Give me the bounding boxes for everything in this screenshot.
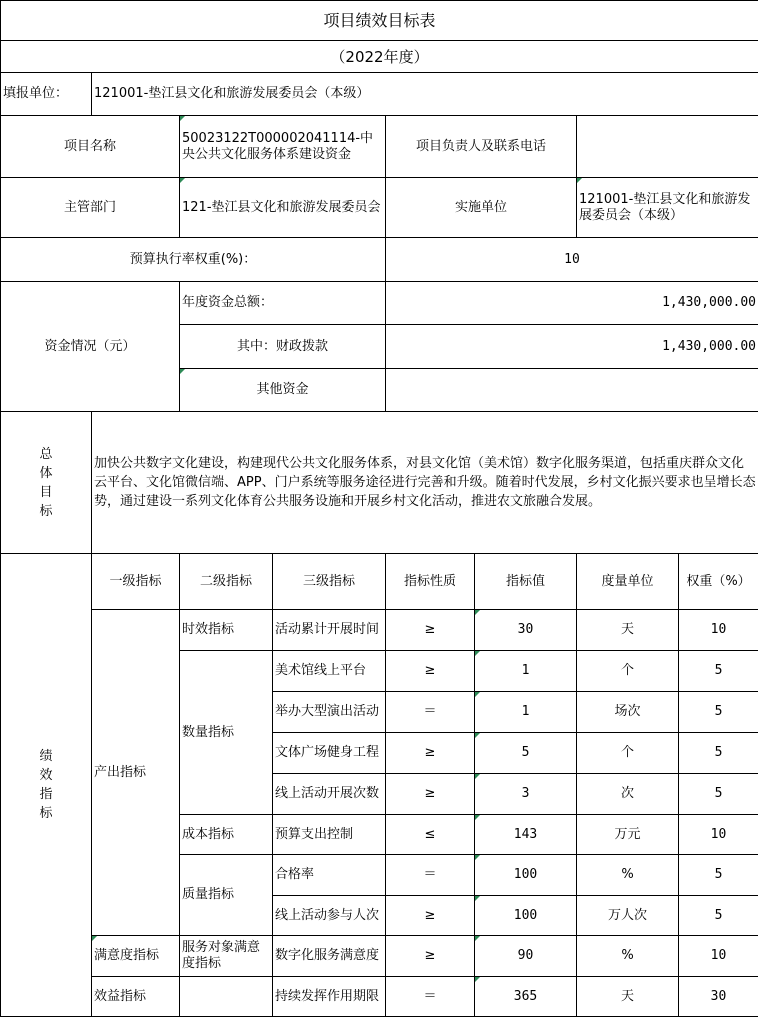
dept-value: 121-垫江县文化和旅游发展委员会 [180, 178, 386, 238]
level1-output: 产出指标 [92, 610, 180, 936]
level1-benefit: 效益指标 [92, 977, 180, 1017]
page-title: 项目绩效目标表 [1, 1, 758, 41]
indicator-op: ＝ [386, 977, 475, 1017]
indicator-unit: 个 [577, 733, 679, 774]
indicator-value: 100 [475, 896, 577, 936]
level2-time: 时效指标 [180, 610, 273, 651]
header-level1: 一级指标 [92, 554, 180, 610]
indicator-unit: 万人次 [577, 896, 679, 936]
indicator-value: 143 [475, 815, 577, 855]
indicators-label: 绩效指标 [1, 554, 92, 1017]
project-name-value: 50023122T000002041114-中央公共文化服务体系建设资金 [180, 116, 386, 178]
level2-service: 服务对象满意度指标 [180, 936, 273, 977]
indicator-op: ≥ [386, 896, 475, 936]
unit-value: 121001-垫江县文化和旅游发展委员会（本级） [92, 73, 758, 116]
level2-cost: 成本指标 [180, 815, 273, 855]
indicator-unit: 天 [577, 610, 679, 651]
unit-label: 填报单位： [1, 73, 92, 116]
indicator-value: 365 [475, 977, 577, 1017]
indicator-value: 30 [475, 610, 577, 651]
indicator-unit: 天 [577, 977, 679, 1017]
indicator-op: ≥ [386, 610, 475, 651]
level2-quantity: 数量指标 [180, 651, 273, 815]
indicator-weight: 5 [679, 855, 758, 896]
indicator-weight: 5 [679, 692, 758, 733]
indicator-value: 90 [475, 936, 577, 977]
table-row: 美术馆线上平台 [273, 651, 386, 692]
indicator-value: 1 [475, 692, 577, 733]
funds-total-value: 1,430,000.00 [386, 282, 758, 325]
indicator-weight: 10 [679, 815, 758, 855]
goal-label: 总体目标 [1, 412, 92, 554]
impl-value: 121001-垫江县文化和旅游发展委员会（本级） [577, 178, 758, 238]
header-nature: 指标性质 [386, 554, 475, 610]
funds-fiscal-value: 1,430,000.00 [386, 325, 758, 369]
year-label: （2022年度） [1, 41, 758, 73]
indicator-unit: % [577, 936, 679, 977]
table-row: 持续发挥作用期限 [273, 977, 386, 1017]
funds-other-label: 其他资金 [180, 369, 386, 412]
indicator-op: ≥ [386, 774, 475, 815]
funds-label: 资金情况（元） [1, 282, 180, 412]
header-level2: 二级指标 [180, 554, 273, 610]
level2-benefit [180, 977, 273, 1017]
table-row: 预算支出控制 [273, 815, 386, 855]
level1-satisfaction: 满意度指标 [92, 936, 180, 977]
indicator-weight: 5 [679, 896, 758, 936]
header-unit: 度量单位 [577, 554, 679, 610]
indicator-unit: % [577, 855, 679, 896]
header-weight: 权重（%） [679, 554, 758, 610]
indicator-unit: 次 [577, 774, 679, 815]
budget-weight-label: 预算执行率权重(%)： [1, 238, 386, 282]
table-row: 线上活动参与人次 [273, 896, 386, 936]
budget-weight-value: 10 [386, 238, 758, 282]
table-row: 举办大型演出活动 [273, 692, 386, 733]
header-level3: 三级指标 [273, 554, 386, 610]
indicator-unit: 个 [577, 651, 679, 692]
indicator-weight: 5 [679, 651, 758, 692]
funds-total-label: 年度资金总额： [180, 282, 386, 325]
indicator-unit: 万元 [577, 815, 679, 855]
indicator-op: ≥ [386, 733, 475, 774]
header-value: 指标值 [475, 554, 577, 610]
table-row: 合格率 [273, 855, 386, 896]
indicator-value: 3 [475, 774, 577, 815]
project-name-label: 项目名称 [1, 116, 180, 178]
indicator-weight: 30 [679, 977, 758, 1017]
funds-other-value [386, 369, 758, 412]
contact-label: 项目负责人及联系电话 [386, 116, 577, 178]
indicator-weight: 10 [679, 610, 758, 651]
indicator-op: ≤ [386, 815, 475, 855]
indicator-weight: 5 [679, 733, 758, 774]
indicator-unit: 场次 [577, 692, 679, 733]
funds-fiscal-label: 其中：财政拨款 [180, 325, 386, 369]
indicator-op: ＝ [386, 855, 475, 896]
level2-quality: 质量指标 [180, 855, 273, 936]
indicator-weight: 5 [679, 774, 758, 815]
indicator-op: ＝ [386, 692, 475, 733]
indicator-value: 1 [475, 651, 577, 692]
contact-value [577, 116, 758, 178]
dept-label: 主管部门 [1, 178, 180, 238]
table-row: 数字化服务满意度 [273, 936, 386, 977]
indicator-op: ≥ [386, 651, 475, 692]
table-row: 线上活动开展次数 [273, 774, 386, 815]
indicator-op: ≥ [386, 936, 475, 977]
goal-text: 加快公共数字文化建设，构建现代公共文化服务体系，对县文化馆（美术馆）数字化服务渠道，包括重庆群众文化云平台、文化馆微信端、APP、门户系统等服务途径进行完善和升级。随着时代发展，乡村文化振兴要求也呈增长态势，通过建设一系列文化体育公共服务设施和开展乡村文化活动，推进农文旅融合发展。 [92, 412, 758, 554]
impl-label: 实施单位 [386, 178, 577, 238]
table-row: 文体广场健身工程 [273, 733, 386, 774]
table-row: 活动累计开展时间 [273, 610, 386, 651]
indicator-weight: 10 [679, 936, 758, 977]
indicator-value: 100 [475, 855, 577, 896]
indicator-value: 5 [475, 733, 577, 774]
